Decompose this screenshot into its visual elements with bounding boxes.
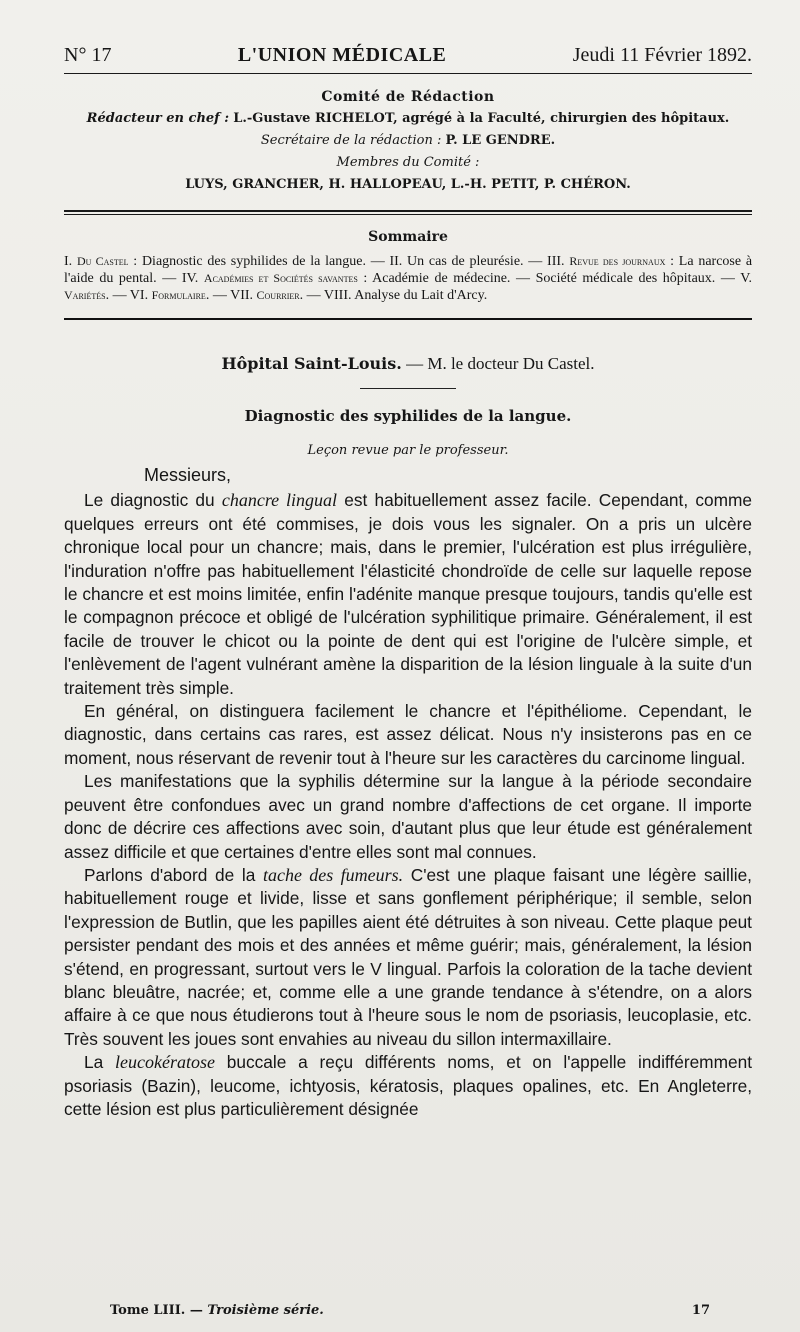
article-doctor: M. le docteur Du Castel. <box>427 354 595 373</box>
sommaire-iii-text: : La narcose à l'aide du pental. — IV. <box>64 254 753 286</box>
membres-names: LUYS, GRANCHER, H. HALLOPEAU, L.-H. PETIT, P. CHÉRON. <box>185 177 631 192</box>
sommaire-iv-label: Académies et Sociétés savantes <box>203 271 358 285</box>
sommaire-vi-text: . — <box>205 288 227 303</box>
article-title: Diagnostic des syphilides de la langue. <box>244 407 572 425</box>
secretaire-line <box>64 130 752 152</box>
comite-redaction <box>64 86 752 196</box>
footer-tome: Tome LIII. — <box>110 1303 208 1318</box>
comite-rule-bottom <box>64 214 752 215</box>
redacteur-name: L.-Gustave RICHELOT, agrégé à la Faculté, chirurgien des hôpitaux. <box>233 111 730 126</box>
comite-heading: Comité de Rédaction <box>321 89 495 105</box>
paragraph-5 <box>64 1051 752 1121</box>
sommaire-vi-label: Formulaire <box>151 288 206 302</box>
p4-emphasis: tache des fumeurs. <box>262 864 404 885</box>
footer-page-number: 17 <box>691 1303 710 1318</box>
paragraph-2: En général, on distinguera facilement le chancre et l'épithéliome. Cependant, le diagnostic, dans certains cas rares, est assez délicat. Nous n'y insisterons pas en ce moment, nous réservant de revenir tout à l'heure sur les caractères du carcinome lingual. <box>64 701 752 768</box>
redacteur-line <box>64 108 752 130</box>
page-footer <box>110 1303 710 1318</box>
sommaire-vii-label: Courrier <box>256 288 300 302</box>
paragraph-3: Les manifestations que la syphilis détermine sur la langue à la période secondaire peuvent être confondues avec un grand nombre d'affections de cet organe. Il importe donc de décrire ces affections avec soin, d'autant plus que leur étude est généralement assez difficile et que certaines d'entre elles sont mal connues. <box>64 771 752 862</box>
p5-text-b: buccale a reçu différents noms, et on l'appelle indifféremment psoriasis (Bazin), leucome, ichtyosis, kératosis, plaques opalines, etc. En Angleterre, cette lésion est plus particulièrement désignée <box>64 1052 752 1119</box>
footer-serie: Troisième série. <box>207 1303 324 1318</box>
p5-emphasis: leucokératose <box>115 1052 215 1073</box>
p4-text-b: C'est une plaque faisant une légère saillie, habituellement rouge et livide, lisse et sans gonflement périphérique; il semble, selon l'expression de Butlin, que les papilles aient été détruites à son niveau. Cette plaque peut persister pendant des mois et des années et même guérir; mais, généralement, la lésion s'étend, en progressant, surtout vers le V lingual. Parfois la coloration de la tache devient blanc bleuâtre, nacrée; et, comme elle a une grande tendance à s'étendre, on a alors affaire à ce que nous étudierons tout à l'heure sous le nom de psoriasis, leucoplasie, etc. Très souvent les joues sont envahies au niveau du sillon intermaxillaire. <box>64 864 752 1049</box>
salutation: Messieurs, <box>144 465 232 485</box>
sommaire-v-label: Variétés <box>64 288 106 302</box>
secretaire-label: Secrétaire de la rédaction : <box>260 133 442 148</box>
journal-title: L'UNION MÉDICALE <box>237 44 447 66</box>
sommaire-vii-text: . — VIII. Analyse du Lait d'Arcy. <box>299 288 488 303</box>
redacteur-label: Rédacteur en chef : <box>86 111 230 126</box>
p1-text-a: Le diagnostic du <box>84 490 222 511</box>
sommaire-i-author: Du Castel <box>76 254 129 268</box>
sommaire-body <box>64 253 752 304</box>
p1-emphasis: chancre lingual <box>221 490 338 511</box>
sommaire-rule <box>64 318 752 320</box>
sommaire-title: Sommaire <box>368 229 448 245</box>
header-rule <box>64 73 752 74</box>
p5-text-a: La <box>84 1052 115 1073</box>
comite-rule-top <box>64 210 752 212</box>
paragraph-1 <box>64 489 752 700</box>
sommaire-iv-text: : Académie de médecine. — Société médicale des hôpitaux. — V. <box>363 271 753 286</box>
sommaire-vii-num: VII. <box>230 288 254 303</box>
p1-text-b: est habituellement assez facile. Cependant, comme quelques erreurs ont été commises, je dois vous les signaler. On a pris un ulcère chronique local pour un chancre; mais, dans le premier, l'ulcération est plus irrégulière, l'induration n'offre pas habituellement l'élasticité chondroïde de celle sur laquelle repose le chancre et est moins limitée, enfin l'adénite manque presque toujours, tandis qu'elle est le compagnon précoce et obligé de l'ulcération syphilitique primaire. Généralement, il est facile de trouver le chicot ou la pointe de dent qui est l'origine de l'ulcère simple, et l'enlèvement de l'agent vulnérant amène la disparition de la lésion linguale à la suite d'un traitement très simple. <box>64 490 752 698</box>
issue-number: N° 17 <box>64 44 112 66</box>
hospital-separator: — <box>401 354 428 373</box>
sommaire-i-num: I. <box>64 254 73 269</box>
secretaire-name: P. LE GENDRE. <box>445 133 556 148</box>
hospital-name: Hôpital Saint-Louis. <box>221 354 402 373</box>
sommaire-iii-label: Revue des journaux <box>569 254 666 268</box>
article-body <box>64 464 752 1121</box>
footer-volume <box>110 1303 324 1318</box>
sommaire-v-text: . — VI. <box>105 288 149 303</box>
membres-label: Membres du Comité : <box>336 155 480 170</box>
article-lecon: Leçon revue par le professeur. <box>307 443 509 458</box>
article-short-rule <box>360 388 456 389</box>
page-header <box>64 44 752 67</box>
p4-text-a: Parlons d'abord de la <box>84 864 263 885</box>
issue-date: Jeudi 11 Février 1892. <box>572 44 752 66</box>
paragraph-4 <box>64 864 752 1051</box>
sommaire-i-text: : Diagnostic des syphilides de la langue. — II. Un cas de pleurésie. — III. <box>133 254 565 269</box>
article-hospital-line <box>64 354 752 374</box>
